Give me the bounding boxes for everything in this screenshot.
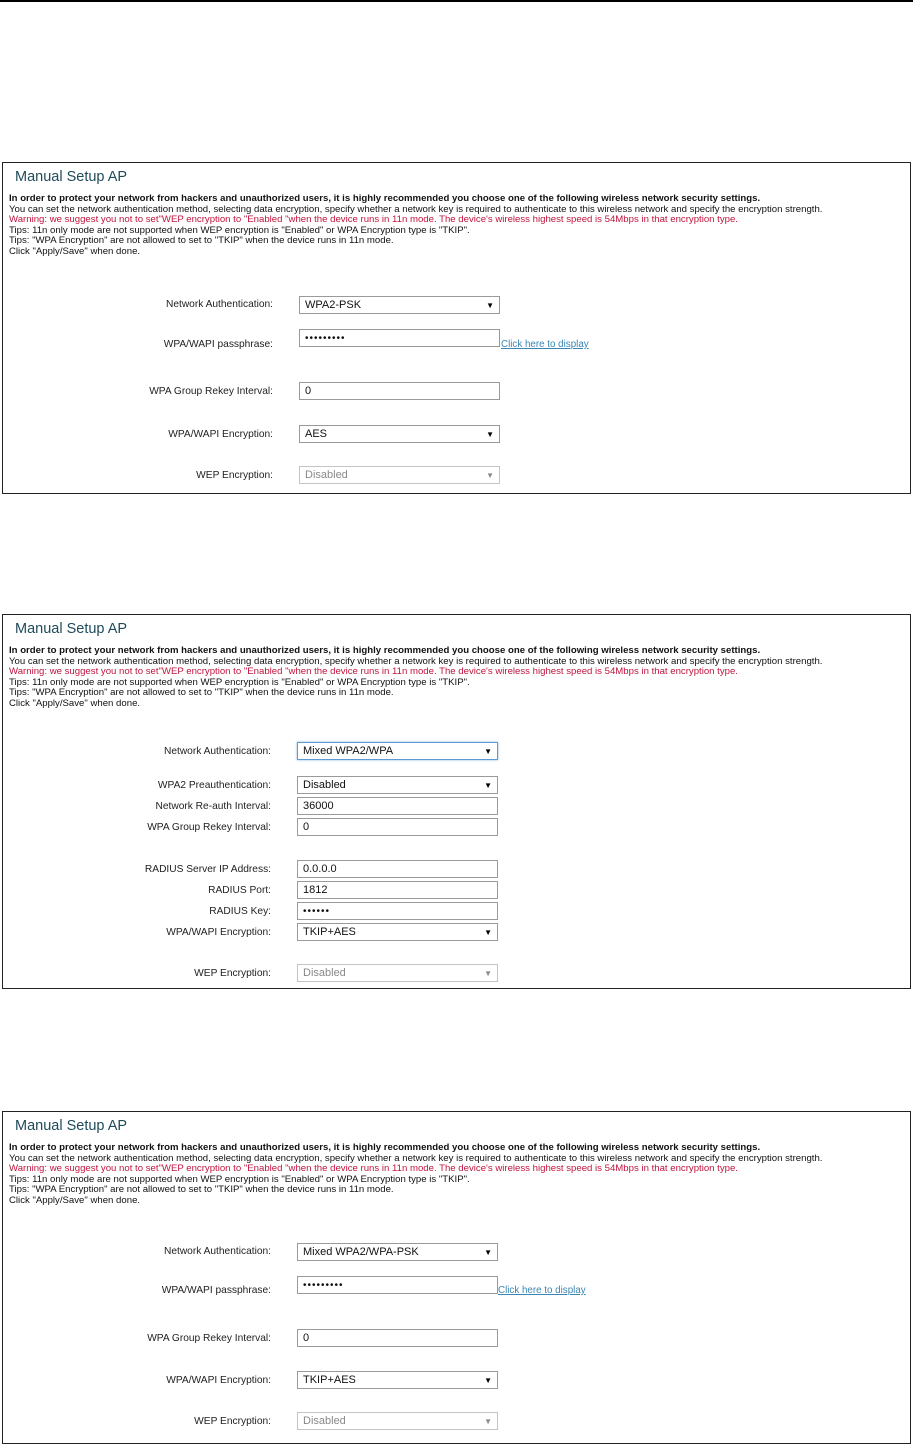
tip-wpa-text: Tips: "WPA Encryption" are not allowed to set to "TKIP" when the device runs in 11n mode.	[9, 1184, 394, 1196]
network-authentication-label: Network Authentication:	[165, 299, 273, 310]
radius-key-input[interactable]: ••••••	[297, 902, 498, 920]
manual-setup-panel-mixed-wpa-psk	[2, 1111, 911, 1444]
passphrase-label: WPA/WAPI passphrase:	[161, 1285, 271, 1296]
group-rekey-input[interactable]: 0	[297, 818, 498, 836]
wpa-encryption-label: WPA/WAPI Encryption:	[166, 1375, 271, 1386]
tip-wpa-text: Tips: "WPA Encryption" are not allowed to set to "TKIP" when the device runs in 11n mode.	[9, 687, 394, 699]
tip-wep-text: Tips: 11n only mode are not supported when WEP encryption is "Enabled" or WPA Encryption type is "TKIP".	[9, 1173, 470, 1185]
method-text: You can set the network authentication method, selecting data encryption, specify whether a network key is required to authenticate to this wireless network and specify the encryption strength.	[9, 203, 823, 215]
network-authentication-label: Network Authentication:	[163, 746, 271, 757]
warning-text: Warning: we suggest you not to set"WEP encryption to "Enabled "when the device runs in 11n mode. The device's wireless highest speed is 54Mbps in that encryption type.	[9, 214, 738, 226]
reauth-interval-label: Network Re-auth Interval:	[155, 801, 271, 812]
tip-wep-text: Tips: 11n only mode are not supported when WEP encryption is "Enabled" or WPA Encryption type is "TKIP".	[9, 676, 470, 688]
tip-wpa-text: Tips: "WPA Encryption" are not allowed to set to "TKIP" when the device runs in 11n mode.	[9, 235, 394, 247]
intro-text	[9, 646, 908, 710]
apply-text: Click "Apply/Save" when done.	[9, 245, 141, 257]
wpa-encryption-select[interactable]: TKIP+AES ▼	[297, 923, 498, 941]
network-authentication-select[interactable]: WPA2-PSK ▼	[299, 296, 500, 314]
apply-text: Click "Apply/Save" when done.	[9, 1194, 141, 1206]
panel-title: Manual Setup AP	[15, 169, 128, 185]
wpa-encryption-label: WPA/WAPI Encryption:	[166, 927, 271, 938]
preauthentication-label: WPA2 Preauthentication:	[157, 780, 271, 791]
wpa-encryption-label: WPA/WAPI Encryption:	[168, 429, 273, 440]
intro-text	[9, 194, 908, 258]
network-authentication-select[interactable]: Mixed WPA2/WPA ▼	[297, 742, 498, 760]
wep-encryption-label: WEP Encryption:	[196, 470, 273, 481]
group-rekey-label: WPA Group Rekey Interval:	[147, 1333, 271, 1344]
wep-encryption-label: WEP Encryption:	[194, 1416, 271, 1427]
recommend-text: In order to protect your network from hackers and unauthorized users, it is highly recommended you choose one of the following wireless network security settings.	[9, 193, 761, 204]
group-rekey-label: WPA Group Rekey Interval:	[147, 822, 271, 833]
method-text: You can set the network authentication method, selecting data encryption, specify whether a network key is required to authenticate to this wireless network and specify the encryption strength.	[9, 1152, 823, 1164]
passphrase-input[interactable]: •••••••••	[299, 329, 500, 347]
wpa-encryption-select[interactable]: AES ▼	[299, 425, 500, 443]
wep-encryption-select: Disabled ▼	[297, 1412, 498, 1430]
manual-setup-panel-wpa2-psk	[2, 162, 911, 494]
recommend-text: In order to protect your network from hackers and unauthorized users, it is highly recommended you choose one of the following wireless network security settings.	[9, 1142, 761, 1153]
network-authentication-label: Network Authentication:	[163, 1246, 271, 1257]
preauthentication-select[interactable]: Disabled ▼	[297, 776, 498, 794]
network-authentication-select[interactable]: Mixed WPA2/WPA-PSK ▼	[297, 1243, 498, 1261]
group-rekey-label: WPA Group Rekey Interval:	[149, 386, 273, 397]
panel-title: Manual Setup AP	[15, 621, 128, 637]
warning-text: Warning: we suggest you not to set"WEP encryption to "Enabled "when the device runs in 11n mode. The device's wireless highest speed is 54Mbps in that encryption type.	[9, 666, 738, 678]
manual-setup-panel-mixed-wpa	[2, 614, 911, 989]
wep-encryption-select: Disabled ▼	[297, 964, 498, 982]
wep-encryption-select: Disabled ▼	[299, 466, 500, 484]
click-to-display-link[interactable]: Click here to display	[501, 339, 589, 350]
reauth-interval-input[interactable]: 36000	[297, 797, 498, 815]
wpa-encryption-select[interactable]: TKIP+AES ▼	[297, 1371, 498, 1389]
radius-ip-label: RADIUS Server IP Address:	[144, 864, 271, 875]
intro-text	[9, 1143, 908, 1207]
click-to-display-link[interactable]: Click here to display	[498, 1285, 586, 1296]
warning-text: Warning: we suggest you not to set"WEP encryption to "Enabled "when the device runs in 11n mode. The device's wireless highest speed is 54Mbps in that encryption type.	[9, 1163, 738, 1175]
radius-port-label: RADIUS Port:	[208, 885, 271, 896]
radius-key-label: RADIUS Key:	[209, 906, 271, 917]
panel-title: Manual Setup AP	[15, 1118, 128, 1134]
method-text: You can set the network authentication method, selecting data encryption, specify whether a network key is required to authenticate to this wireless network and specify the encryption strength.	[9, 655, 823, 667]
group-rekey-input[interactable]: 0	[297, 1329, 498, 1347]
group-rekey-input[interactable]: 0	[299, 382, 500, 400]
radius-port-input[interactable]: 1812	[297, 881, 498, 899]
top-rule	[0, 0, 913, 2]
tip-wep-text: Tips: 11n only mode are not supported when WEP encryption is "Enabled" or WPA Encryption type is "TKIP".	[9, 224, 470, 236]
passphrase-input[interactable]: •••••••••	[297, 1276, 498, 1294]
passphrase-label: WPA/WAPI passphrase:	[163, 339, 273, 350]
recommend-text: In order to protect your network from hackers and unauthorized users, it is highly recommended you choose one of the following wireless network security settings.	[9, 645, 761, 656]
wep-encryption-label: WEP Encryption:	[194, 968, 271, 979]
apply-text: Click "Apply/Save" when done.	[9, 697, 141, 709]
radius-ip-input[interactable]: 0.0.0.0	[297, 860, 498, 878]
